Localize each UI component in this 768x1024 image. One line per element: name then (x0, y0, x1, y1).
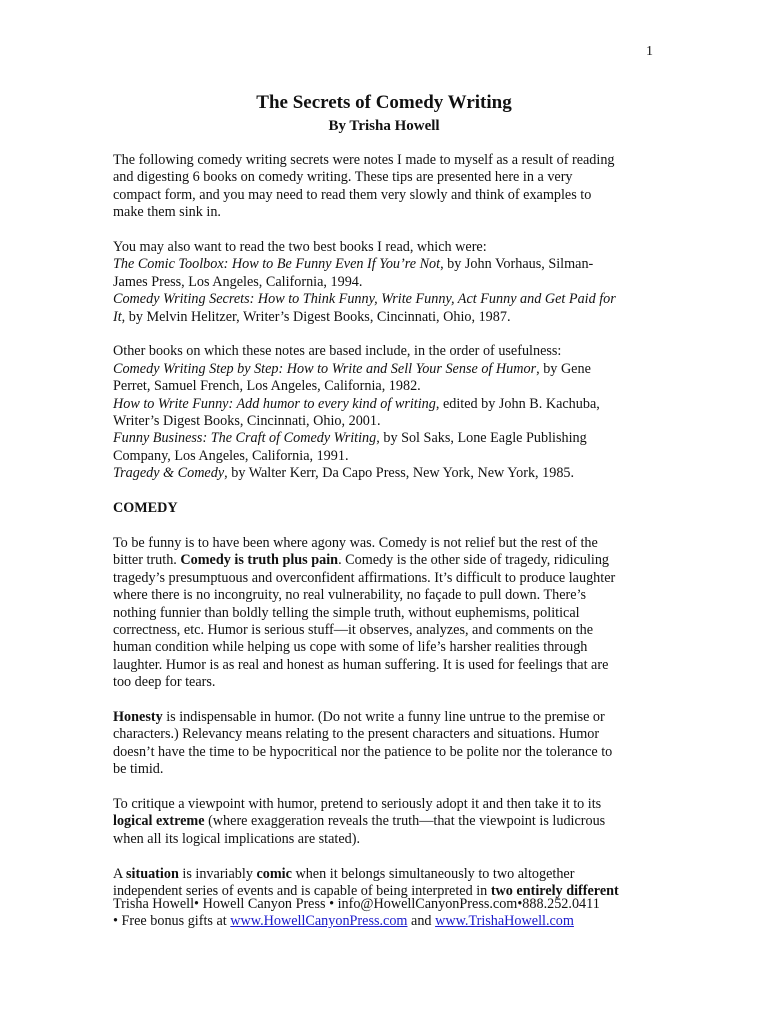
text-line: compact form, and you may need to read them very slowly and think of examples to (113, 186, 592, 203)
text-line: Honesty is indispensable in humor. (Do not write a funny line untrue to the premise or (113, 708, 605, 725)
text-line: Perret, Samuel French, Los Angeles, California, 1982. (113, 378, 421, 395)
comedy-paragraph-2 (113, 709, 658, 779)
book-title: It (113, 308, 122, 325)
document-title: The Secrets of Comedy Writing (256, 92, 512, 113)
footer-contact-line: Trisha Howell• Howell Canyon Press • info@HowellCanyonPress.com•888.252.0411 (113, 896, 600, 912)
text-line: when all its logical implications are stated). (113, 830, 361, 847)
text-line: nothing funnier than boldly telling the simple truth, without euphemisms, political (113, 604, 580, 621)
book-reference: Funny Business: The Craft of Comedy Writing, by Sol Saks, Lone Eagle Publishing (113, 430, 587, 447)
text-line: To critique a viewpoint with humor, pretend to seriously adopt it and then take it to its (113, 795, 602, 812)
page-footer (113, 896, 673, 931)
text-line: To be funny is to have been where agony was. Comedy is not relief but the rest of the (113, 534, 598, 551)
bold-phrase: comic (256, 865, 292, 882)
bold-phrase: Comedy is truth plus pain (180, 552, 339, 569)
bold-phrase: two entirely different (490, 882, 619, 899)
text-line: Writer’s Digest Books, Cincinnati, Ohio, 2001. (113, 413, 381, 430)
book-reference (113, 291, 658, 308)
text-line: human condition while helping us cope with some of life’s harsher realities through (113, 639, 588, 656)
text-line: tragedy’s presumptuous and overconfident affirmations. It’s difficult to produce laughter (113, 569, 616, 586)
best-books-paragraph (113, 239, 658, 326)
text-line: laughter. Humor is as real and honest as human suffering. It is used for feelings that are (113, 656, 609, 673)
book-reference: How to Write Funny: Add humor to every kind of writing, edited by John B. Kachuba, (113, 395, 600, 412)
text-line: doesn’t have the time to be hypocritical nor the patience to be polite nor the tolerance to (113, 743, 613, 760)
text-line: and digesting 6 books on comedy writing. These tips are presented here in a very (113, 169, 573, 186)
book-title: The Comic Toolbox: How to Be Funny Even If You’re Not (113, 256, 441, 273)
text-line: The following comedy writing secrets were notes I made to myself as a result of reading (113, 152, 615, 168)
author-byline: By Trisha Howell (328, 118, 440, 134)
howell-canyon-press-link[interactable]: www.HowellCanyonPress.com (230, 913, 408, 930)
book-reference: Tragedy & Comedy, by Walter Kerr, Da Capo Press, New York, New York, 1985. (113, 465, 575, 482)
document-body (113, 152, 658, 918)
text-line: where there is no incongruity, no real vulnerability, no façade to pull down. There’s (113, 587, 587, 604)
other-books-paragraph (113, 343, 658, 482)
text-line: Company, Los Angeles, California, 1991. (113, 447, 349, 464)
text-line: James Press, Los Angeles, California, 1994. (113, 273, 363, 290)
text-line: logical extreme (where exaggeration reveals the truth—that the viewpoint is ludicrous (113, 813, 606, 830)
intro-paragraph (113, 152, 658, 222)
text-line: characters.) Relevancy means relating to the present characters and situations. Humor (113, 726, 600, 743)
bold-phrase: situation (126, 865, 179, 882)
text-line: You may also want to read the two best books I read, which were: (113, 239, 487, 256)
book-reference: The Comic Toolbox: How to Be Funny Even If You’re Not, by John Vorhaus, Silman- (113, 256, 594, 273)
book-title: Comedy Writing Step by Step: How to Write and Sell Your Sense of Humor (113, 360, 537, 377)
comedy-paragraph-1 (113, 535, 658, 692)
comedy-paragraph-3 (113, 796, 658, 848)
text-line: Other books on which these notes are based include, in the order of usefulness: (113, 343, 562, 360)
text-line: make them sink in. (113, 204, 221, 221)
text-line: independent series of events and is capable of being interpreted in two entirely different (113, 882, 619, 899)
trisha-howell-link[interactable]: www.TrishaHowell.com (435, 913, 574, 930)
book-title: Comedy Writing Secrets: How to Think Funny, Write Funny, Act Funny and Get Paid for (113, 291, 616, 308)
section-heading-comedy: COMEDY (113, 500, 178, 517)
text-line: correctness, etc. Humor is serious stuff—it observes, analyzes, and comments on the (113, 621, 594, 638)
text-line: be timid. (113, 761, 164, 778)
text-line: A situation is invariably comic when it belongs simultaneously to two altogether (113, 865, 575, 882)
bold-phrase: Honesty (113, 708, 163, 725)
book-reference: It, by Melvin Helitzer, Writer’s Digest Books, Cincinnati, Ohio, 1987. (113, 308, 511, 325)
footer-links-line: • Free bonus gifts at www.HowellCanyonPress.com and www.TrishaHowell.com (113, 913, 574, 930)
text-line: too deep for tears. (113, 674, 216, 691)
book-title: Funny Business: The Craft of Comedy Writing (113, 430, 377, 447)
page-number: 1 (646, 44, 653, 59)
book-title: How to Write Funny: Add humor to every kind of writing (113, 395, 436, 412)
book-reference: Comedy Writing Step by Step: How to Write and Sell Your Sense of Humor, by Gene (113, 360, 591, 377)
book-title: Tragedy & Comedy (113, 465, 225, 482)
bold-phrase: logical extreme (113, 813, 205, 830)
text-line: bitter truth. Comedy is truth plus pain. Comedy is the other side of tragedy, ridiculing (113, 552, 610, 569)
